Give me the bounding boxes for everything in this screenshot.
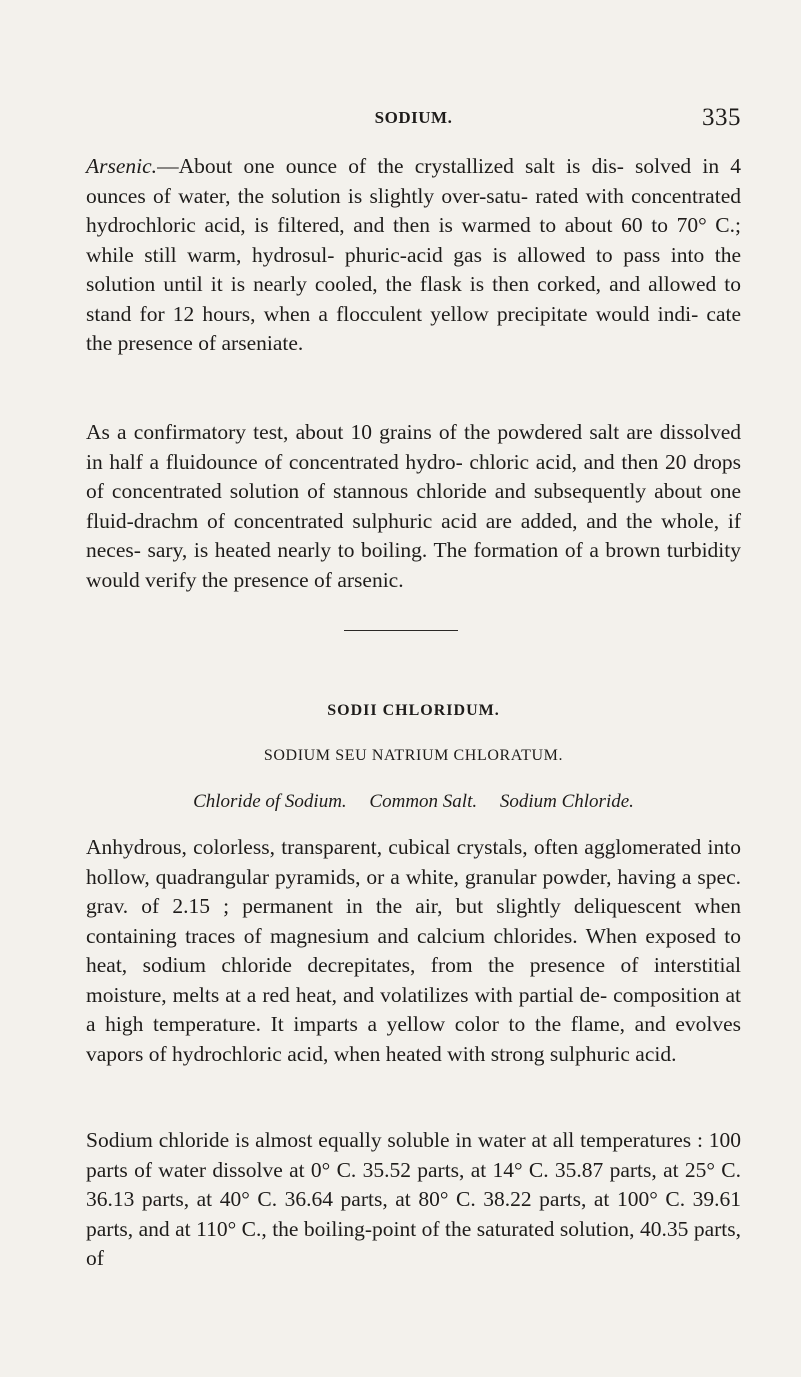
arsenic-paragraph-2: [86, 418, 741, 595]
page-number: 335: [702, 104, 741, 131]
solubility-paragraph: [86, 1126, 741, 1274]
running-head: [86, 104, 741, 144]
arsenic-paragraph-1-text: —About one ounce of the crystallized salt is dis- solved in 4 ounces of water, the solution is slightly over-satu- rated with concentrated hydrochloric acid, is filtered, and then is warmed to about 60 to 70° C.; while still warm, hydrosul- phuric-acid gas is allowed to pass into the solution until it is nearly cooled, the flask is then corked, and allowed to stand for 12 hours, when a flocculent yellow precipitate would indi- cate the presence of arseniate.: [86, 154, 741, 355]
running-title: SODIUM.: [374, 108, 453, 127]
solubility-paragraph-text: Sodium chloride is almost equally soluble in water at all temperatures : 100 parts of water dissolve at 0° C. 35.52 parts, at 14° C. 35.87 parts, at 25° C. 36.13 parts, at 40° C. 36.64 parts, at 80° C. 38.22 parts, at 100° C. 39.61 parts, and at 110° C., the boiling-point of the saturated solution, 40.35 parts, of: [86, 1128, 741, 1270]
arsenic-paragraph-2-text: As a confirmatory test, about 10 grains of the powdered salt are dissolved in half a fluidounce of concentrated hydro- chloric acid, and then 20 drops of concentrated solution of stannous chloride and subsequently about one fluid-drachm of concentrated sulphuric acid are added, and the whole, if neces- sary, is heated nearly to boiling. The formation of a brown turbidity would verify the presence of arsenic.: [86, 420, 741, 592]
arsenic-lead: Arsenic.: [86, 154, 158, 178]
monograph-title: SODII CHLORIDUM.: [327, 702, 500, 719]
description-paragraph-text: Anhydrous, colorless, transparent, cubical crystals, often agglomerated into hollow, quadrangular pyramids, or a white, granular powder, having a spec. grav. of 2.15 ; permanent in the air, but slightly deliquescent when containing traces of magnesium and calcium chlorides. When exposed to heat, sodium chloride decrepitates, from the presence of interstitial moisture, melts at a red heat, and volatilizes with partial de- composition at a high temperature. It imparts a yellow color to the flame, and evolves vapors of hydrochloric acid, when heated with strong sulphuric acid.: [86, 835, 741, 1066]
arsenic-paragraph-1: [86, 152, 741, 359]
monograph-synonyms: [86, 791, 741, 813]
monograph-subtitle: SODIUM SEU NATRIUM CHLORATUM.: [263, 747, 564, 764]
synonym-1: Chloride of Sodium.: [193, 791, 347, 812]
synonym-3: Sodium Chloride.: [499, 791, 634, 812]
section-divider: [344, 630, 458, 631]
description-paragraph: [86, 833, 741, 1069]
synonym-2: Common Salt.: [369, 791, 478, 812]
